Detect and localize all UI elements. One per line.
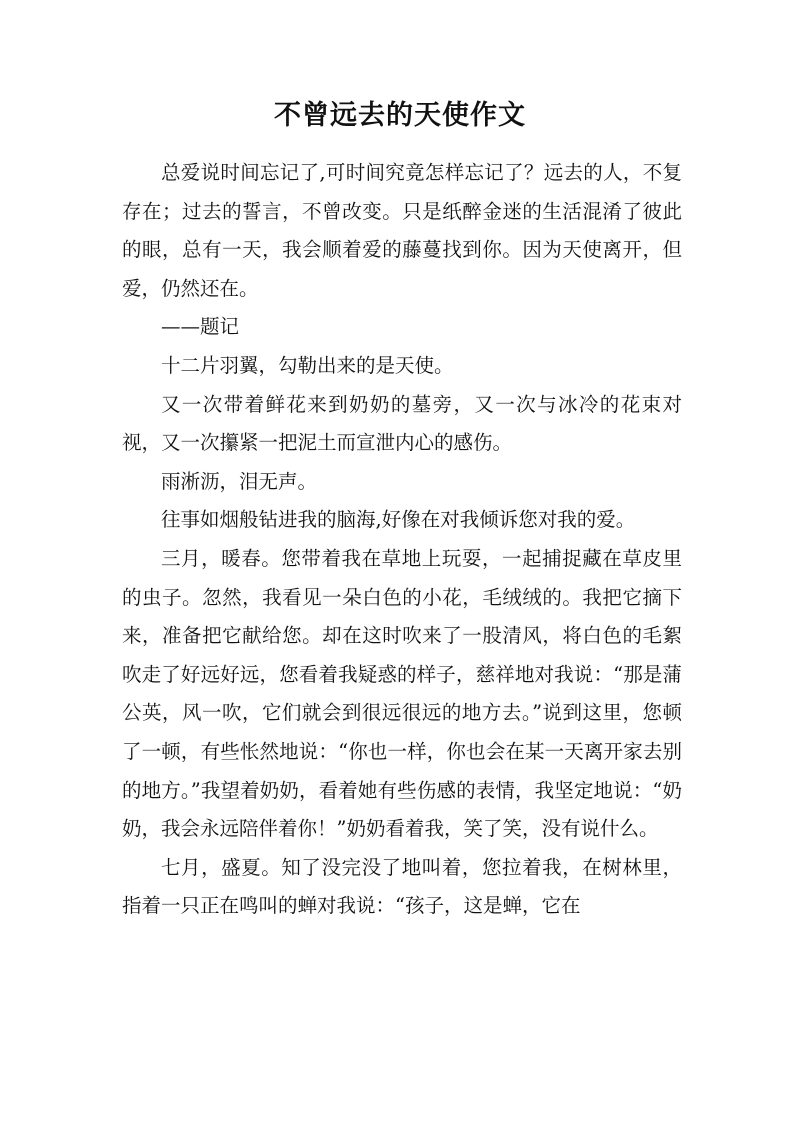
document-title: 不曾远去的天使作文 — [274, 100, 526, 131]
paragraph-grave-visit: 又一次带着鲜花来到奶奶的墓旁，又一次与冰冷的花束对视，又一次攥紧一把泥土而宣泄内心的感伤。 — [122, 392, 682, 455]
paragraph-memories: 往事如烟般钻进我的脑海,好像在对我倾诉您对我的爱。 — [161, 508, 636, 532]
paragraph-rain: 雨淅沥，泪无声。 — [161, 469, 318, 493]
paragraph-epigraph-attribution: ——题记 — [161, 315, 240, 339]
paragraph-angel-wings: 十二片羽翼，勾勒出来的是天使。 — [161, 353, 454, 377]
paragraph-july-summer: 七月，盛夏。知了没完没了地叫着，您拉着我，在树林里，指着一只正在鸣叫的蝉对我说：“孩子，这是蝉，它在 — [122, 855, 682, 918]
paragraph-march-spring: 三月，暖春。您带着我在草地上玩耍，一起捕捉藏在草皮里的虫子。忽然，我看见一朵白色的小花，毛绒绒的。我把它摘下来，准备把它献给您。却在这时吹来了一股清风，将白色的毛絮吹走了好远好远，您看着我疑惑的样子，慈祥地对我说：“那是蒲公英，风一吹，它们就会到很远很远的地方去。”说到这里，您顿了一顿，有些怅然地说：“你也一样，你也会在某一天离开家去别的地方。”我望着奶奶，看着她有些伤感的表情，我坚定地说：“奶奶，我会永远陪伴着你！”奶奶看着我，笑了笑，没有说什么。 — [122, 546, 682, 841]
paragraph-intro: 总爱说时间忘记了,可时间究竟怎样忘记了？远去的人，不复存在；过去的誓言，不曾改变。只是纸醉金迷的生活混淆了彼此的眼，总有一天，我会顺着爱的藤蔓找到你。因为天使离开，但爱，仍然还在。 — [122, 161, 682, 300]
document-body — [122, 154, 682, 926]
